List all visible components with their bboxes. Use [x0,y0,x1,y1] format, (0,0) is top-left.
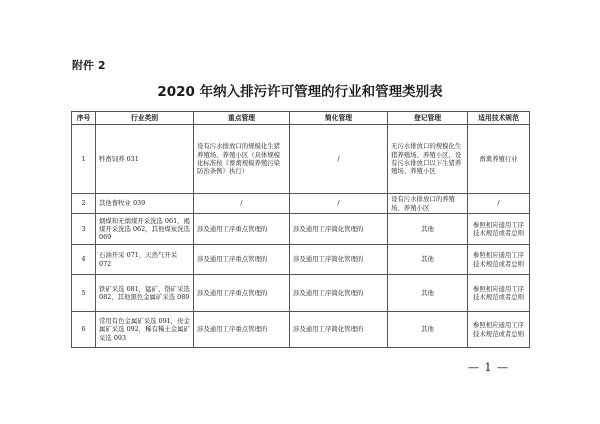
cell-technical-spec: 参照相应通用工序技术规范或者总则 [468,214,530,245]
cell-technical-spec: 畜禽养殖行业 [468,125,530,194]
cell-registration-management: 其他 [388,275,468,312]
cell-technical-spec: 参照相应通用工序技术规范或者总则 [468,245,530,275]
cell-no: 5 [72,275,96,312]
cell-key-management: 涉及通用工序重点管理的 [194,312,290,348]
attachment-label: 附件 2 [72,59,106,72]
header-industry: 行业类别 [96,112,194,125]
table-row [72,275,530,312]
table-row [72,214,530,245]
management-category-table [71,111,530,348]
table-row [72,194,530,214]
cell-simplified-management: 涉及通用工序简化管理的 [290,214,388,245]
table-row [72,125,530,194]
cell-industry: 石油开采 071，天然气开采 072 [96,245,194,275]
header-registration-management: 登记管理 [388,112,468,125]
cell-industry: 烟煤和无烟煤开采洗选 061，褐煤开采洗选 062，其他煤炭洗选 069 [96,214,194,245]
cell-technical-spec: 参照相应通用工序技术规范或者总则 [468,312,530,348]
cell-registration-management: 其他 [388,312,468,348]
header-simplified-management: 简化管理 [290,112,388,125]
header-no: 序号 [72,112,96,125]
cell-industry: 其他畜牧业 039 [96,194,194,214]
cell-no: 6 [72,312,96,348]
cell-industry: 铁矿采选 081，锰矿、铬矿采选 082，其他黑色金属矿采选 089 [96,275,194,312]
cell-key-management: 涉及通用工序重点管理的 [194,245,290,275]
cell-industry: 常用有色金属矿采选 091，贵金属矿采选 092，稀有稀土金属矿采选 093 [96,312,194,348]
cell-key-management: 涉及通用工序重点管理的 [194,214,290,245]
cell-no: 4 [72,245,96,275]
cell-registration-management: 其他 [388,214,468,245]
cell-registration-management: 设有污水排放口的养殖场、养殖小区 [388,194,468,214]
cell-simplified-management: 涉及通用工序简化管理的 [290,312,388,348]
cell-simplified-management: / [290,194,388,214]
table-row [72,245,530,275]
cell-simplified-management: 涉及通用工序简化管理的 [290,275,388,312]
cell-no: 3 [72,214,96,245]
cell-simplified-management: / [290,125,388,194]
header-key-management: 重点管理 [194,112,290,125]
header-technical-spec: 适用技术规范 [468,112,530,125]
page-number: — 1 — [468,361,509,374]
cell-no: 2 [72,194,96,214]
table-header-row [72,112,530,125]
cell-registration-management: 其他 [388,245,468,275]
cell-technical-spec: 参照相应通用工序技术规范或者总则 [468,275,530,312]
cell-registration-management: 无污水排放口的规模化生猪养殖场、养殖小区，设有污水排放口以下生猪养殖场、养殖小区 [388,125,468,194]
document-title: 2020 年纳入排污许可管理的行业和管理类别表 [157,84,443,100]
table-row [72,312,530,348]
cell-key-management: 设有污水排放口的规模化生猪养殖场、养殖小区（具体规模化标准按《畜禽规模养殖污染防治条例》执行） [194,125,290,194]
cell-industry: 牲畜饲养 031 [96,125,194,194]
cell-key-management: 涉及通用工序重点管理的 [194,275,290,312]
cell-key-management: / [194,194,290,214]
cell-simplified-management: 涉及通用工序简化管理的 [290,245,388,275]
cell-technical-spec: / [468,194,530,214]
cell-no: 1 [72,125,96,194]
